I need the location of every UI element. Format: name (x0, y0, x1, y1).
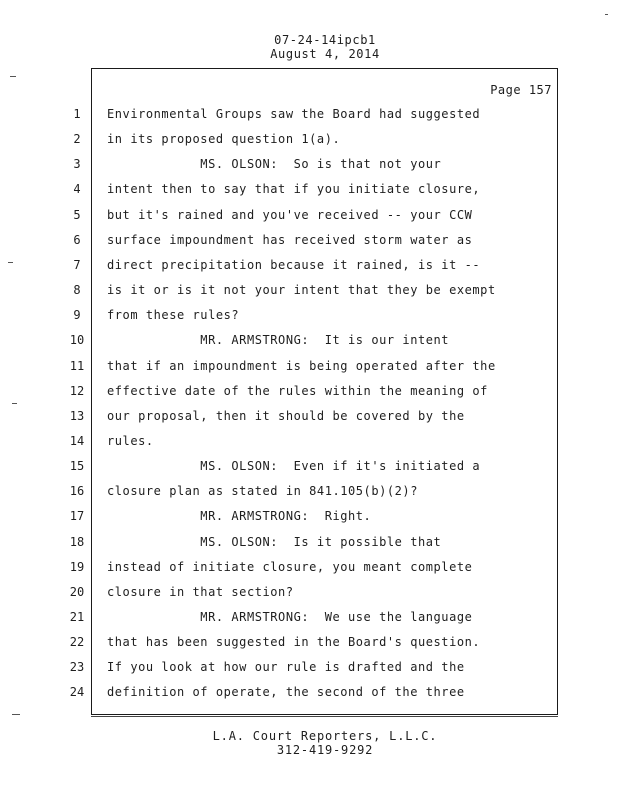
line-number: 3 (73, 157, 81, 171)
line-number: 2 (73, 132, 81, 146)
transcript-line: Environmental Groups saw the Board had suggested (107, 107, 481, 121)
line-number: 19 (69, 560, 85, 574)
transcript-line: surface impoundment has received storm water as (107, 233, 473, 247)
transcript-line: rules. (107, 434, 154, 448)
scan-mark (10, 76, 16, 77)
line-number: 17 (69, 509, 85, 523)
line-number: 10 (69, 333, 85, 347)
scan-mark (8, 262, 13, 263)
transcript-line: If you look at how our rule is drafted and the (107, 660, 465, 674)
line-number: 8 (73, 283, 81, 297)
transcript-line: but it's rained and you've received -- your CCW (107, 208, 473, 222)
scan-mark (605, 14, 608, 15)
line-number: 18 (69, 535, 85, 549)
footer-phone: 312-419-9292 (276, 743, 374, 757)
transcript-line: in its proposed question 1(a). (107, 132, 341, 146)
transcript-line: is it or is it not your intent that they be exempt (107, 283, 496, 297)
header-date: August 4, 2014 (270, 47, 380, 61)
transcript-line: definition of operate, the second of the three (107, 685, 465, 699)
page-number: Page 157 (490, 83, 552, 97)
transcript-line: MR. ARMSTRONG: Right. (107, 509, 372, 523)
line-number: 1 (73, 107, 81, 121)
line-number: 21 (69, 610, 85, 624)
scan-mark (12, 403, 17, 404)
transcript-line: MR. ARMSTRONG: We use the language (107, 610, 473, 624)
line-number: 15 (69, 459, 85, 473)
frame-bottom-rule (91, 716, 558, 717)
line-number: 5 (73, 208, 81, 222)
header-docket: 07-24-14ipcb1 (274, 33, 376, 47)
transcript-line: instead of initiate closure, you meant complete (107, 560, 473, 574)
transcript-line: MS. OLSON: So is that not your (107, 157, 442, 171)
transcript-line: effective date of the rules within the meaning of (107, 384, 488, 398)
line-number: 14 (69, 434, 85, 448)
line-number: 20 (69, 585, 85, 599)
transcript-line: MS. OLSON: Even if it's initiated a (107, 459, 481, 473)
transcript-line: from these rules? (107, 308, 240, 322)
line-number: 22 (69, 635, 85, 649)
line-number: 16 (69, 484, 85, 498)
line-number: 9 (73, 308, 81, 322)
transcript-line: MR. ARMSTRONG: It is our intent (107, 333, 450, 347)
footer-reporter: L.A. Court Reporters, L.L.C. (212, 729, 438, 743)
transcript-line: MS. OLSON: Is it possible that (107, 535, 442, 549)
line-number: 24 (69, 685, 85, 699)
transcript-line: that has been suggested in the Board's question. (107, 635, 481, 649)
line-number: 23 (69, 660, 85, 674)
transcript-line: intent then to say that if you initiate closure, (107, 182, 481, 196)
line-number: 12 (69, 384, 85, 398)
line-number: 11 (69, 359, 85, 373)
line-number: 4 (73, 182, 81, 196)
scan-mark (12, 714, 20, 715)
transcript-line: closure in that section? (107, 585, 294, 599)
transcript-line: closure plan as stated in 841.105(b)(2)? (107, 484, 418, 498)
transcript-line: that if an impoundment is being operated after the (107, 359, 496, 373)
line-number: 7 (73, 258, 81, 272)
line-number: 13 (69, 409, 85, 423)
line-number: 6 (73, 233, 81, 247)
transcript-line: direct precipitation because it rained, is it -- (107, 258, 481, 272)
transcript-line: our proposal, then it should be covered by the (107, 409, 465, 423)
